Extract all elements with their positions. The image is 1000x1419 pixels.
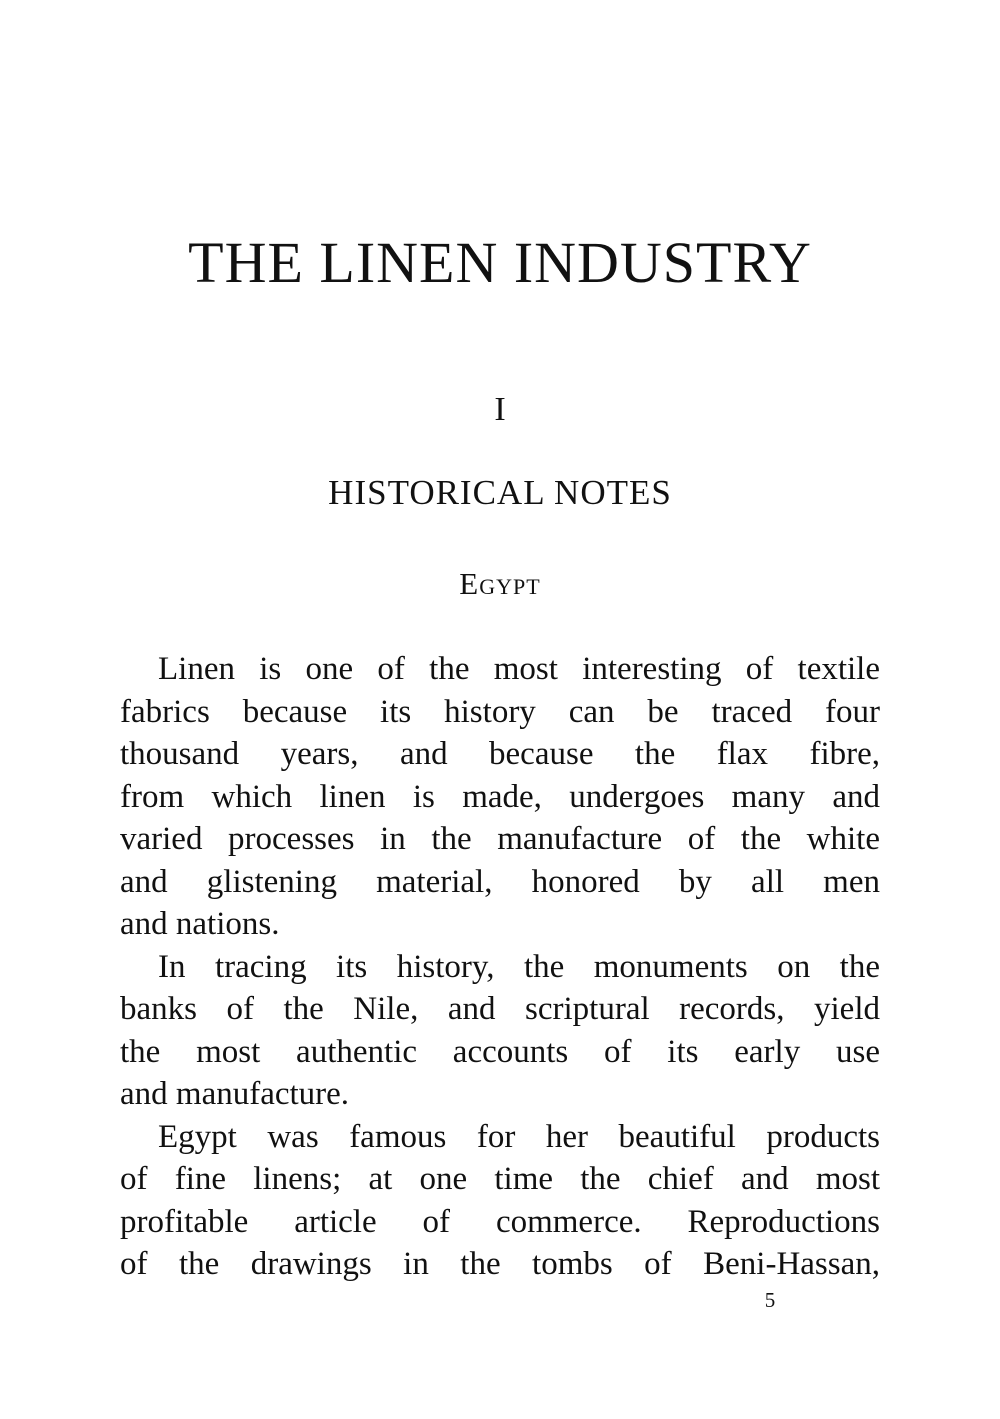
paragraph bbox=[120, 1116, 880, 1286]
text-line: of fine linens; at one time the chief and most bbox=[120, 1161, 880, 1197]
text-line: profitable article of commerce. Reproductions bbox=[120, 1203, 880, 1240]
text-line: Egypt was famous for her beautiful products bbox=[158, 1118, 880, 1155]
text-line: and nations. bbox=[120, 906, 280, 942]
text-line: from which linen is made, undergoes many and bbox=[120, 778, 880, 815]
text-line: varied processes in the manufacture of the white bbox=[120, 821, 880, 857]
page-number: 5 bbox=[764, 1288, 776, 1312]
body-text bbox=[120, 648, 880, 1286]
text-line: the most authentic accounts of its early use bbox=[120, 1033, 880, 1070]
section-heading: Egypt bbox=[459, 566, 541, 601]
text-line: In tracing its history, the monuments on the bbox=[158, 948, 880, 985]
text-line: of the drawings in the tombs of Beni-Hassan, bbox=[120, 1246, 880, 1282]
text-line: fabrics because its history can be traced four bbox=[120, 693, 880, 730]
text-line: Linen is one of the most interesting of textile bbox=[158, 651, 880, 687]
book-title: THE LINEN INDUSTRY bbox=[188, 230, 812, 295]
paragraph bbox=[120, 648, 880, 946]
paragraph bbox=[120, 946, 880, 1116]
text-line: and glistening material, honored by all men bbox=[120, 863, 880, 900]
text-line: banks of the Nile, and scriptural records, yield bbox=[120, 991, 880, 1027]
chapter-title: HISTORICAL NOTES bbox=[328, 473, 672, 512]
chapter-number: I bbox=[494, 391, 506, 428]
text-line: thousand years, and because the flax fibre, bbox=[120, 736, 880, 772]
text-line: and manufacture. bbox=[120, 1076, 350, 1112]
